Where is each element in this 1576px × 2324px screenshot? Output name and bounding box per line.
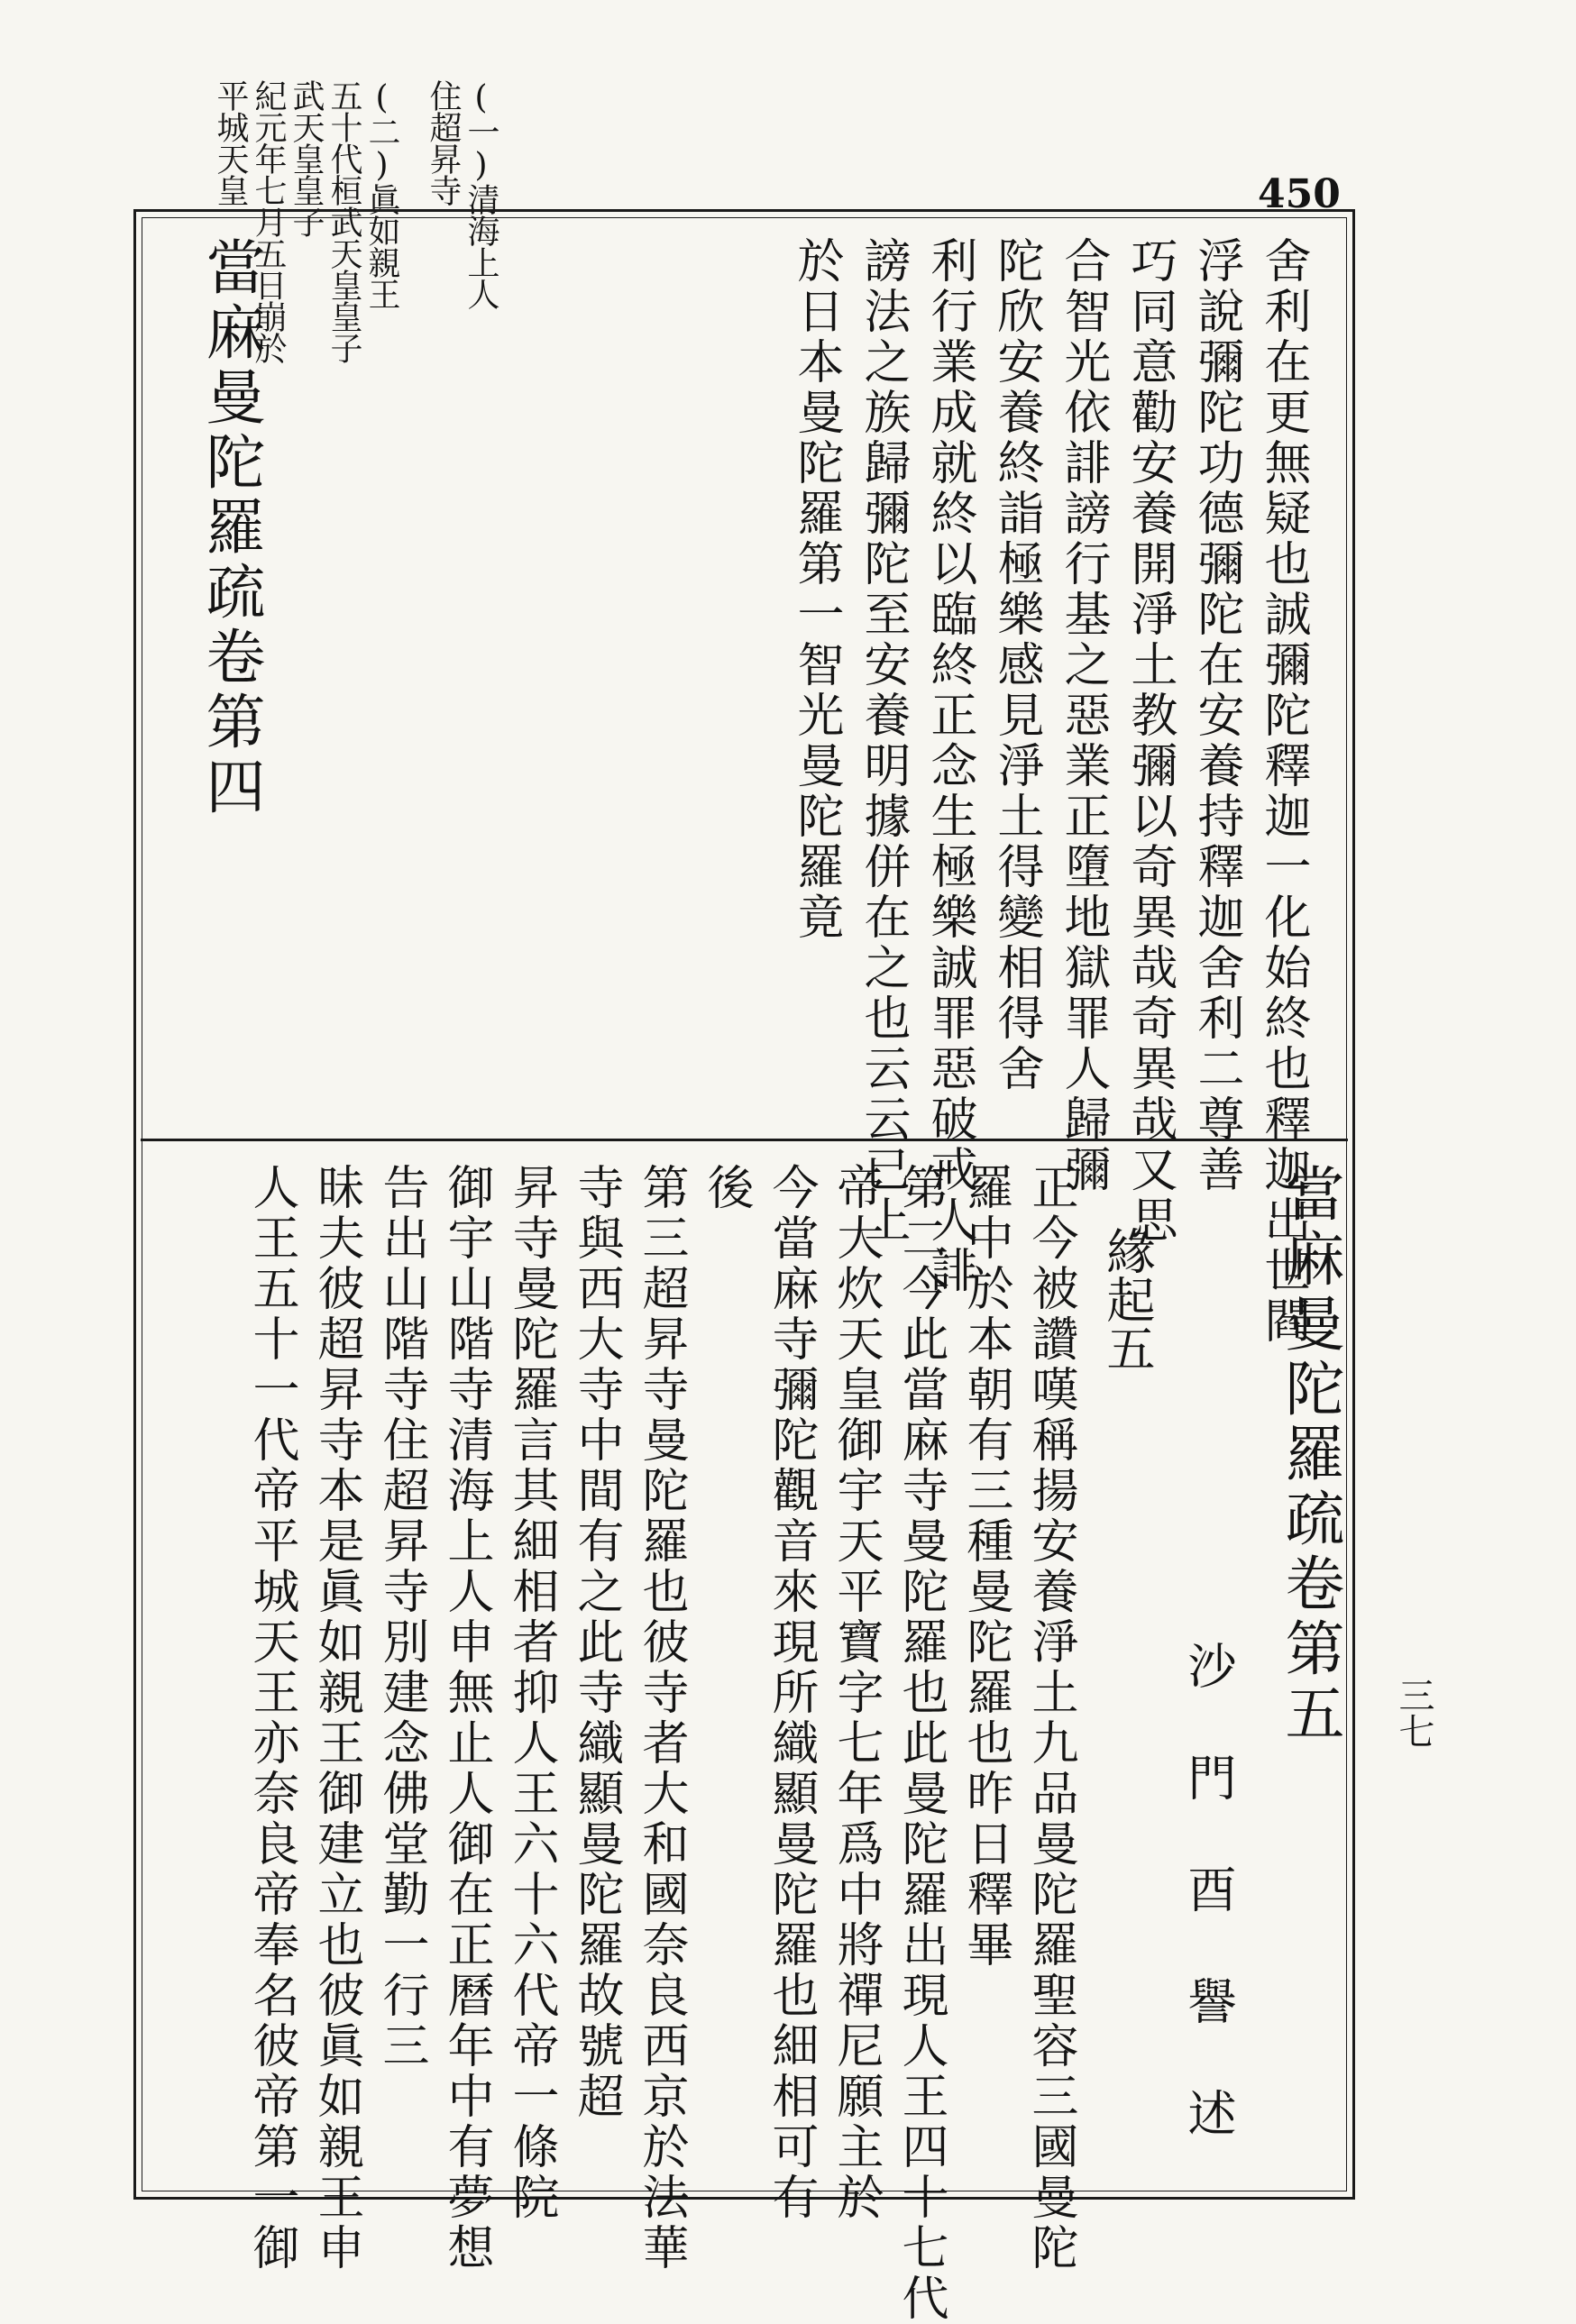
text-column: 寺與西大寺中間有之此寺織顯曼陀羅故號超 <box>569 1163 623 2122</box>
header-note: 住超昇寺 <box>425 79 462 206</box>
author-line: 沙門酉譽述 <box>1180 1641 1237 2200</box>
volume-title: 當麻曼陀羅疏卷第四 <box>196 236 265 820</box>
text-column: 人王五十一代帝平城天王亦奈良帝奉名彼帝第一御 <box>244 1163 298 2274</box>
text-column: 羅中於本朝有三種曼陀羅也昨日釋畢 <box>958 1163 1012 1971</box>
text-column: 帝大炊天皇御宇天平寶字七年爲中將禪尼願主於 <box>829 1163 883 2223</box>
text-column: 後 <box>699 1163 753 1213</box>
header-note: 平城天皇 <box>212 79 249 206</box>
text-column: 利行業成就終以臨終正念生極樂誠罪惡破戒人誹 <box>922 236 976 1296</box>
text-column: 謗法之族歸彌陀至安養明據併在之也云云已上 <box>856 236 910 1246</box>
text-column: 巧同意勸安養開淨土教彌以奇異哉奇異哉又思 <box>1122 236 1177 1246</box>
text-column: 舍利在更無疑也誠彌陀釋迦一化始終也釋迦出世閻 <box>1256 236 1310 1347</box>
text-column: 陀欣安養終詣極樂感見淨土得變相得舍 <box>989 236 1043 1094</box>
header-note: (一)清海上人 <box>463 79 499 309</box>
header-note: 紀元年七月五日崩於 <box>250 79 287 363</box>
text-column: 第三超昇寺曼陀羅也彼寺者大和國奈良西京於法華 <box>634 1163 688 2274</box>
section-subtitle: 緣起五 <box>1099 1226 1156 1372</box>
text-column: 昇寺曼陀羅言其細相者抑人王六十六代帝一條院 <box>504 1163 558 2223</box>
text-column: 正今被讚嘆稱揚安養淨土九品曼陀羅聖容三國曼陀 <box>1023 1163 1077 2274</box>
volume-title: 當麻曼陀羅疏卷第五 <box>1275 1163 1344 1747</box>
text-column: 御宇山階寺清海上人申無止人御在正曆年中有夢想 <box>439 1163 493 2274</box>
side-number: 三七 <box>1393 1677 1434 1749</box>
text-column: 昧夫彼超昇寺本是眞如親王御建立也彼眞如親王申 <box>309 1163 363 2274</box>
text-column: 合智光依誹謗行基之惡業正墮地獄罪人歸彌 <box>1056 236 1110 1195</box>
text-column: 告出山階寺住超昇寺別建念佛堂勤一行三 <box>374 1163 428 2072</box>
text-column: 浮說彌陀功德彌陀在安養持釋迦舍利二尊善 <box>1189 236 1243 1195</box>
header-note: (二)眞如親王 <box>363 79 400 309</box>
text-column: 第二今此當麻寺曼陀羅也此曼陀羅出現人王四十七代 <box>893 1163 948 2324</box>
header-note: 五十代桓武天皇皇子 <box>325 79 362 363</box>
text-column: 於日本曼陀羅第一智光曼陀羅竟 <box>789 236 843 943</box>
header-note: 武天皇皇子 <box>288 79 325 237</box>
page-number: 450 <box>1258 171 1341 217</box>
text-column: 今當麻寺彌陀觀音來現所織顯曼陀羅也細相可有 <box>764 1163 818 2223</box>
